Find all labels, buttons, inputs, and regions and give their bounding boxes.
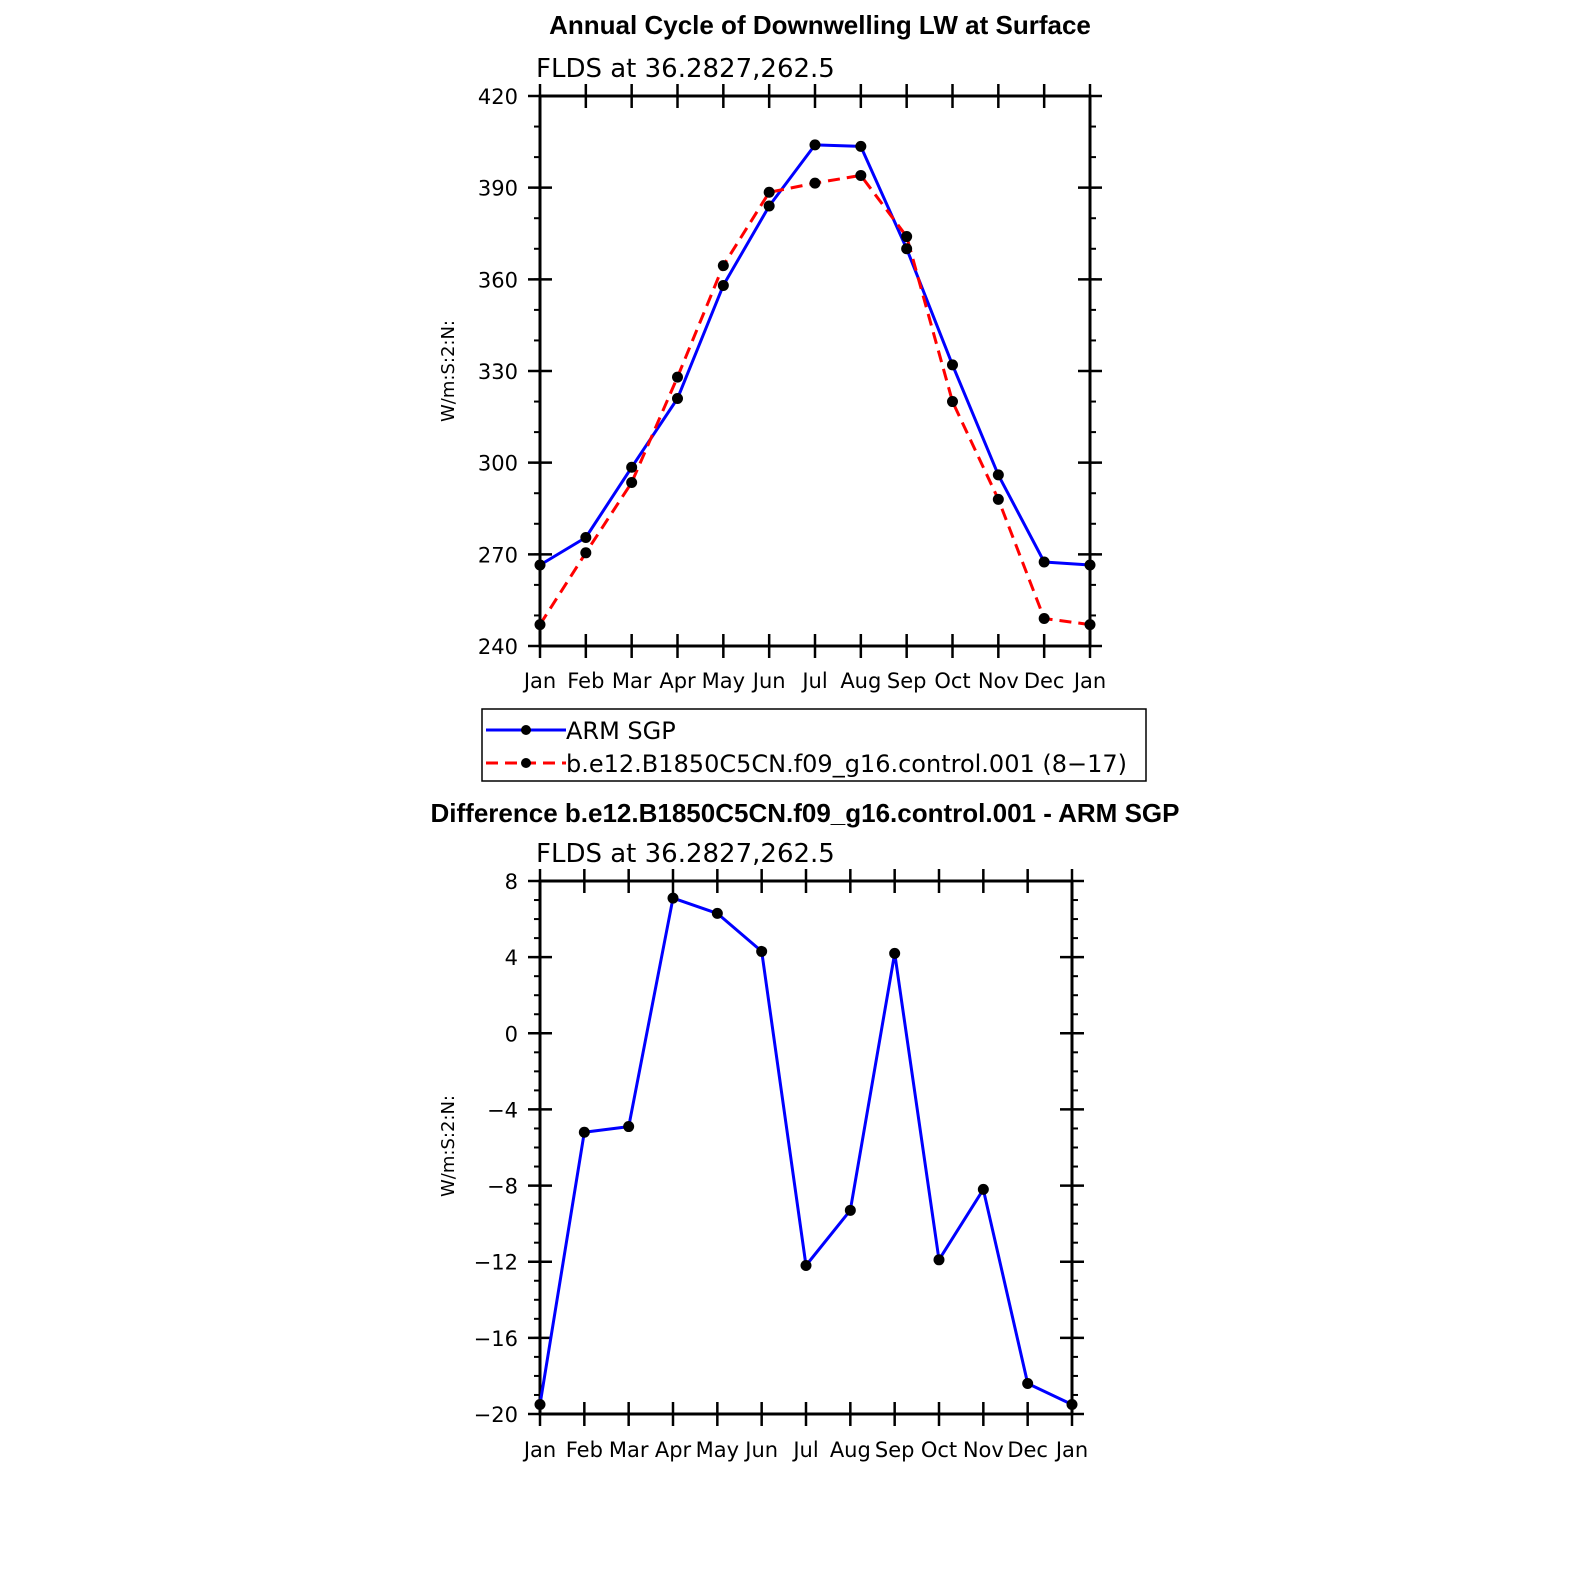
y-tick-label: 360 [477,268,518,293]
y-tick-label: 0 [504,1022,518,1047]
data-point [626,462,637,473]
data-point [901,231,912,242]
data-point [672,372,683,383]
data-point [889,948,900,959]
data-point [764,187,775,198]
x-tick-label: Oct [920,1438,958,1462]
data-point [1039,556,1050,567]
data-point [1039,613,1050,624]
y-tick-label: 390 [477,176,518,201]
data-point [535,560,546,571]
data-point [993,494,1004,505]
y-tick-label: −4 [487,1098,518,1123]
data-point [901,243,912,254]
data-point [718,260,729,271]
data-point [947,359,958,370]
x-tick-label: Nov [977,669,1019,693]
data-point [668,893,679,904]
x-tick-label: Feb [565,1438,603,1462]
y-tick-label: −12 [473,1250,518,1275]
x-tick-label: Dec [1023,669,1065,693]
data-point [934,1254,945,1265]
x-tick-label: Aug [829,1438,871,1462]
x-tick-label: Apr [659,669,696,693]
data-point [1085,560,1096,571]
y-tick-label: 4 [504,946,518,971]
x-tick-label: Aug [840,669,882,693]
data-point [626,477,637,488]
data-point [535,1399,546,1410]
data-point [810,139,821,150]
x-tick-label: Dec [1007,1438,1048,1462]
y-tick-label: 420 [477,85,518,109]
x-tick-label: Jan [1055,1438,1089,1462]
axes [474,869,1089,1462]
legend-label-model: b.e12.B1850C5CN.f09_g16.control.001 (8−17) [566,750,1127,778]
x-tick-label: Sep [886,669,927,693]
legend-marker-model [521,758,531,768]
y-axis-label: W/m:S:2:N: [438,320,459,422]
legend [482,709,1146,781]
x-tick-label: Sep [874,1438,915,1462]
x-tick-label: Jan [523,669,557,693]
data-point [623,1121,634,1132]
data-point [855,141,866,152]
data-point [978,1184,989,1195]
difference-panel [431,798,1180,1462]
x-tick-label: Nov [962,1438,1004,1462]
x-tick-label: Jun [752,669,786,693]
data-point [801,1260,812,1271]
y-axis-label: W/m:S:2:N: [438,1095,459,1197]
annual-cycle-panel [438,10,1106,693]
x-tick-label: Jan [1073,669,1107,693]
chart-title: Difference b.e12.B1850C5CN.f09_g16.control.001 - ARM SGP [430,798,1180,828]
x-tick-label: Feb [567,669,605,693]
data-point [579,1127,590,1138]
series-layer [535,139,1096,630]
chart-subtitle: FLDS at 36.2827,262.5 [536,839,835,869]
data-point [855,170,866,181]
series-line-1 [540,175,1090,624]
x-tick-label: Apr [654,1438,692,1462]
x-tick-label: Jan [523,1438,557,1462]
x-tick-label: Jul [802,669,828,693]
y-tick-label: −20 [473,1403,518,1427]
data-point [672,393,683,404]
x-tick-label: May [695,1438,740,1462]
legend-label-arm-sgp: ARM SGP [566,717,676,745]
x-tick-label: May [701,669,746,693]
data-point [756,946,767,957]
data-point [580,532,591,543]
y-tick-label: 270 [477,543,518,568]
plot-frame [540,881,1072,1414]
data-point [845,1205,856,1216]
y-tick-label: 300 [477,451,518,476]
x-tick-label: Mar [608,1438,649,1462]
chart-subtitle: FLDS at 36.2827,262.5 [536,54,835,84]
y-tick-label: 8 [504,870,518,894]
data-point [718,280,729,291]
data-point [1067,1399,1078,1410]
data-point [810,178,821,189]
data-point [1085,619,1096,630]
chart-title: Annual Cycle of Downwelling LW at Surface [549,10,1091,40]
data-point [712,908,723,919]
x-tick-label: Mar [611,669,652,693]
x-tick-label: Jul [793,1438,819,1462]
data-point [947,396,958,407]
y-tick-label: 330 [477,360,518,384]
series-line-0 [540,898,1072,1404]
legend-marker-arm-sgp [521,725,531,735]
x-tick-label: Oct [934,669,971,693]
data-point [580,547,591,558]
y-tick-label: −16 [473,1326,518,1351]
y-tick-label: 240 [477,635,518,659]
data-point [993,469,1004,480]
data-point [1022,1378,1033,1389]
series-line-0 [540,145,1090,565]
series-layer [535,893,1078,1410]
data-point [535,619,546,630]
y-tick-label: −8 [487,1174,518,1199]
x-tick-label: Jun [745,1438,779,1462]
data-point [764,201,775,212]
